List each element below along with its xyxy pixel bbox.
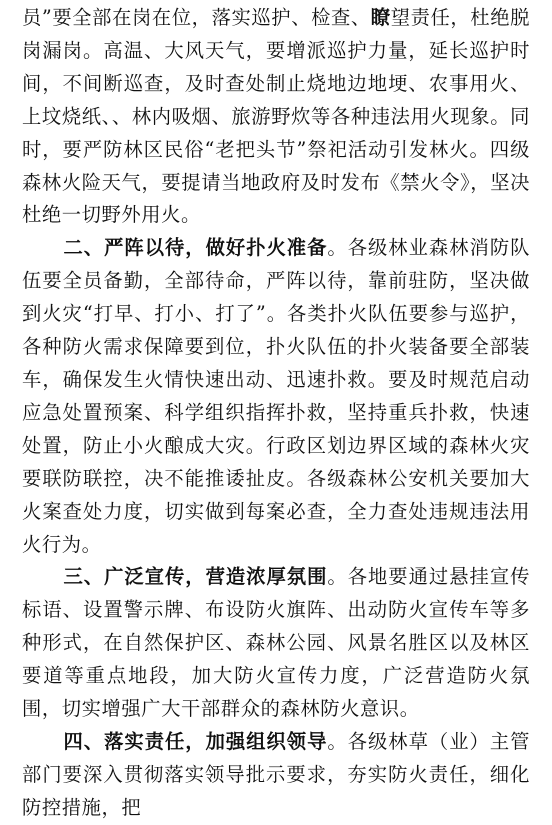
paragraph-text: 。各地要通过悬挂宣传标语、设置警示牌、布设防火旗阵、出动防火宣传车等多种形式，在自然保护区、森林公园、风景名胜区以及林区要道等重点地段，加大防火宣传力度，广泛营造防火氛围，切实增强广大干部群众的森林防火意识。 — [22, 565, 530, 721]
emphasized-character: 瞭 — [370, 6, 391, 29]
paragraph-publicity — [22, 561, 530, 726]
paragraph-text: 。各级林草（业）主管部门要深入贯彻落实领导批示要求，夯实防火责任，细化防控措施，把 — [22, 729, 530, 819]
section-heading: 二、严阵以待，做好扑火准备 — [63, 236, 328, 260]
paragraph-firefighting-readiness — [22, 232, 530, 561]
paragraph-responsibility — [22, 726, 530, 825]
paragraph-patrol-duty — [22, 2, 530, 232]
paragraph-text: 。各级林业森林消防队伍要全员备勤，全部待命，严阵以待，靠前驻防，坚决做到火灾“打早、打小、打了”。各类扑火队伍要参与巡护，各种防火需求保障要到位，扑火队伍的扑火装备要全部装车，确保发生火情快速出动、迅速扑救。要及时规范启动应急处置预案、科学组织指挥扑救，坚持重兵扑救，快速处置，防止小火酿成大灾。行政区划边界区域的森林火灾要联防联控，决不能推诿扯皮。各级森林公安机关要加大火案查处力度，切实做到每案必查，全力查处违规违法用火行为。 — [22, 236, 530, 556]
section-heading: 三、广泛宣传，营造浓厚氛围 — [63, 565, 328, 589]
section-heading: 四、落实责任，加强组织领导 — [63, 729, 328, 753]
paragraph-text: 员”要全部在岗在位，落实巡护、检查、 — [22, 6, 371, 29]
paragraph-text: 望责任，杜绝脱岗漏岗。高温、大风天气，要增派巡护力量，延长巡护时间，不间断巡查，及时查处制止烧地边地埂、农事用火、上坟烧纸、、林内吸烟、旅游野炊等各种违法用火现象。同时，要严防林区民俗“老把头节”祭祀活动引发林火。四级森林火险天气，要提请当地政府及时发布《禁火令》，坚决杜绝一切野外用火。 — [22, 6, 530, 227]
